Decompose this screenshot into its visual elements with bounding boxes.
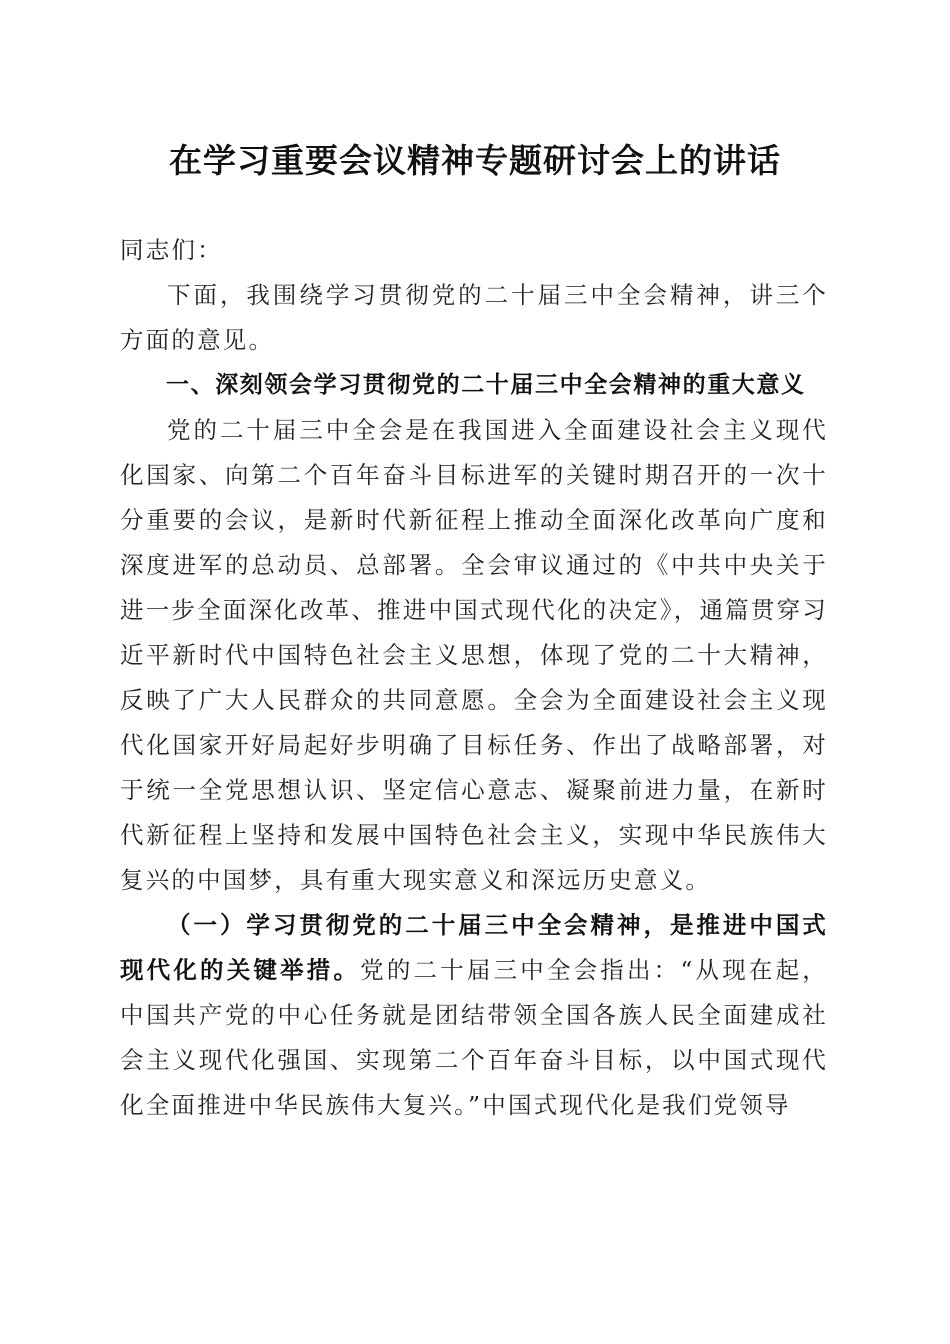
subsection-1-paragraph <box>120 903 828 1128</box>
document-body <box>120 228 828 1128</box>
section-1-heading: 一、深刻领会学习贯彻党的二十届三中全会精神的重大意义 <box>166 372 806 398</box>
document-title: 在学习重要会议精神专题研讨会上的讲话 <box>169 141 781 180</box>
intro-paragraph: 下面，我围绕学习贯彻党的二十届三中全会精神，讲三个方面的意见。 <box>120 281 828 354</box>
section-1-paragraph: 党的二十届三中全会是在我国进入全面建设社会主义现代化国家、向第二个百年奋斗目标进军的关键时期召开的一次十分重要的会议，是新时代新征程上推动全面深化改革向广度和深度进军的总动员、总部署。全会审议通过的《中共中央关于进一步全面深化改革、推进中国式现代化的决定》，通篇贯穿习近平新时代中国特色社会主义思想，体现了党的二十大精神，反映了广大人民群众的共同意愿。全会为全面建设社会主义现代化国家开好局起好步明确了目标任务、作出了战略部署，对于统一全党思想认识、坚定信心意志、凝聚前进力量，在新时代新征程上坚持和发展中国特色社会主义，实现中华民族伟大复兴的中国梦，具有重大现实意义和深远历史意义。 <box>120 416 828 894</box>
subsection-1-text: 党的二十届三中全会指出：“从现在起，中国共产党的中心任务就是团结带领全国各族人民全面建成社会主义现代化强国、实现第二个百年奋斗目标，以中国式现代化全面推进中华民族伟大复兴。”中国式现代化是我们党领导 <box>120 956 828 1119</box>
salutation: 同志们： <box>120 236 223 264</box>
subsection-1-lead: （一）学习贯彻党的二十届三中全会精神，是推进中国式现代化的关键举措。 <box>120 911 828 984</box>
